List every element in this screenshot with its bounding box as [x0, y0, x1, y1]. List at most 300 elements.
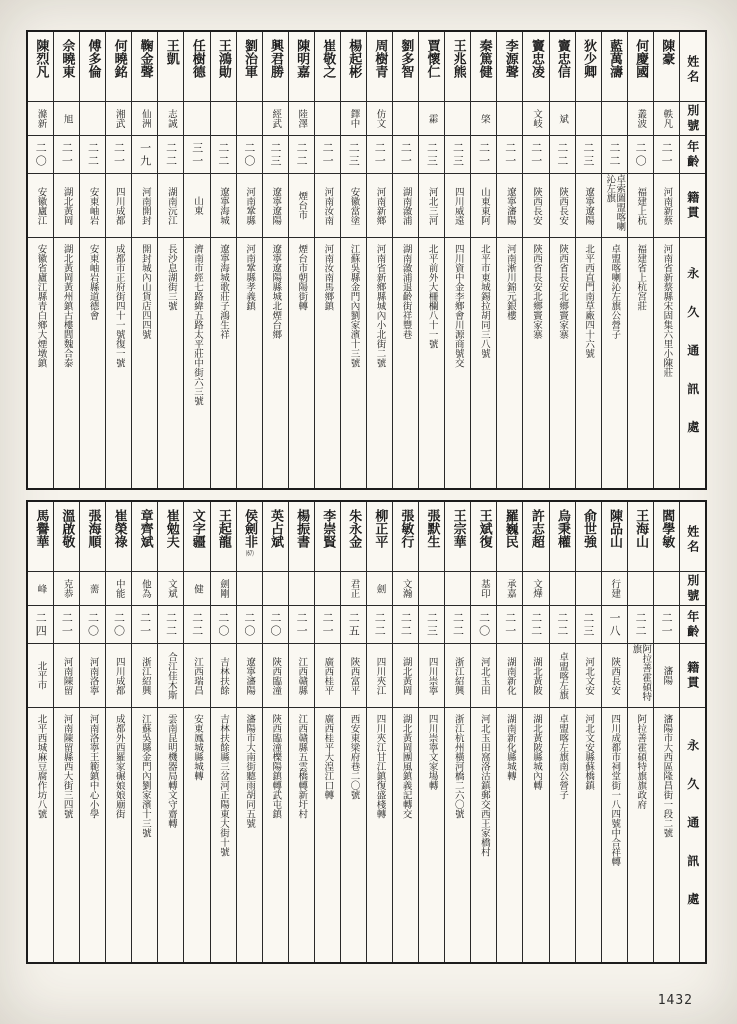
person-alias [237, 572, 262, 606]
person-native-place: 湖北黃陂 [523, 644, 548, 708]
person-native-place: 陝西長安 [523, 174, 548, 238]
person-name [445, 32, 470, 102]
person-address: 福建省上杭宮莊 [635, 244, 647, 311]
person-age: 二〇 [28, 136, 53, 174]
person-address: 北平前外大柵欄八十一號 [426, 244, 438, 349]
person-alias: 仙洲 [132, 102, 157, 136]
person-native-place: 河南新蔡 [654, 174, 679, 238]
person-native-place: 遼寧遼陽 [576, 174, 601, 238]
person-name [80, 502, 105, 572]
person-column [601, 502, 627, 962]
person-native-place: 陝西富平 [341, 644, 366, 708]
person-native-place: 四川成都 [106, 644, 131, 708]
person-native-place: 合江佳木斯 [158, 644, 183, 708]
person-native-place: 福建上杭 [628, 174, 653, 238]
person-address: 江蘇吳縣金門內劉家濱十三號 [348, 244, 360, 368]
person-address: 四川夾江甘江鎮復盛棧轉 [374, 714, 386, 819]
header-age-label: 年齡 [680, 136, 705, 174]
person-age: 二三 [576, 606, 601, 644]
person-age: 二二 [445, 606, 470, 644]
person-column [601, 32, 627, 488]
person-name [237, 502, 262, 572]
person-name-text: 秦篤健 [476, 39, 492, 78]
person-name-text: 崔榮祿 [111, 509, 127, 548]
person-column [522, 502, 548, 962]
person-name-text: 興君勝 [268, 39, 284, 78]
person-name-note: (67) [245, 550, 254, 557]
person-age: 二一 [54, 136, 79, 174]
person-native-place: 瀋陽 [654, 644, 679, 708]
person-name [576, 502, 601, 572]
person-name [628, 502, 653, 572]
person-age: 二三 [445, 136, 470, 174]
person-alias [80, 102, 105, 136]
person-address: 河南省新鄉縣城內小北街二號 [374, 244, 386, 368]
person-alias: 文瀚 [393, 572, 418, 606]
person-native-place: 河南開封 [132, 174, 157, 238]
person-alias: 劍 [367, 572, 392, 606]
person-name [211, 32, 236, 102]
person-native-place: 山東 [184, 174, 209, 238]
person-column [496, 32, 522, 488]
person-name-text: 狄少卿 [580, 39, 596, 78]
person-address: 吉林扶餘縣三岔河正陽東大街十號 [218, 714, 230, 857]
person-age: 二二 [628, 606, 653, 644]
person-column [314, 32, 340, 488]
person-native-place: 遼寧遼陽 [263, 174, 288, 238]
person-age: 二一 [315, 136, 340, 174]
person-age: 二一 [54, 606, 79, 644]
person-address: 西安東梁府巷二〇號 [348, 714, 360, 800]
person-native-place: 河北文安 [576, 644, 601, 708]
person-name [28, 502, 53, 572]
person-native-place: 河南鞏縣 [237, 174, 262, 238]
person-address: 卓盟喀左旗南公營子 [557, 714, 569, 800]
person-address: 江蘇吳縣金門內劉家濱十三號 [139, 714, 151, 838]
person-age: 二二 [80, 136, 105, 174]
person-name [106, 502, 131, 572]
person-native-place: 遼寧瀋陽 [497, 174, 522, 238]
person-alias: 克恭 [54, 572, 79, 606]
person-name-text: 何曉銘 [111, 39, 127, 78]
person-column [79, 502, 105, 962]
person-column [157, 32, 183, 488]
person-column [392, 502, 418, 962]
person-name-text: 許志超 [528, 509, 544, 548]
person-alias [289, 572, 314, 606]
person-address: 北平市東城錫拉胡同三八號 [478, 244, 490, 358]
person-name-text: 閻學敏 [659, 509, 675, 548]
person-alias: 承嘉 [497, 572, 522, 606]
person-name-text: 張默生 [424, 509, 440, 548]
person-native-place: 湖南新化 [497, 644, 522, 708]
person-name [263, 32, 288, 102]
person-name [393, 32, 418, 102]
person-age: 二二 [393, 606, 418, 644]
person-age: 二一 [289, 606, 314, 644]
person-name-text: 馬譽華 [33, 509, 49, 548]
person-column [236, 32, 262, 488]
person-native-place: 四川崇寧 [419, 644, 444, 708]
person-age: 二三 [341, 136, 366, 174]
person-native-place: 湖北黃岡 [54, 174, 79, 238]
person-name [419, 502, 444, 572]
person-name-text: 任樹德 [189, 39, 205, 78]
person-native-place: 阿拉善霍碩特旗 [628, 644, 653, 708]
person-alias [445, 572, 470, 606]
person-age: 二二 [602, 136, 627, 174]
person-name [132, 502, 157, 572]
person-alias: 中能 [106, 572, 131, 606]
person-name-text: 竇忠凌 [528, 39, 544, 78]
person-native-place: 安東岫岩 [80, 174, 105, 238]
person-age: 二三 [419, 136, 444, 174]
person-column [53, 32, 79, 488]
person-name-text: 竇忠信 [554, 39, 570, 78]
person-column [314, 502, 340, 962]
person-alias: 湘武 [106, 102, 131, 136]
person-name-text: 崔敬之 [320, 39, 336, 78]
person-native-place: 卓索圖盟喀喇沁左旗 [602, 174, 627, 238]
person-column [418, 502, 444, 962]
person-address: 河南鞏縣孝義鎮 [244, 244, 256, 311]
person-alias [419, 572, 444, 606]
person-address: 湖南新化縣城轉 [504, 714, 516, 781]
person-column [627, 502, 653, 962]
person-address: 卓盟喀喇沁左旗公營子 [609, 244, 621, 339]
person-native-place: 陝西臨潼 [263, 644, 288, 708]
person-name-text: 文字疆 [189, 509, 205, 548]
person-alias: 棨 [471, 102, 496, 136]
person-name [393, 502, 418, 572]
person-column [653, 502, 679, 962]
person-native-place: 卓盟喀左旗 [550, 644, 575, 708]
person-native-place: 廣西桂平 [315, 644, 340, 708]
person-name [237, 32, 262, 102]
person-name [158, 502, 183, 572]
person-column [575, 32, 601, 488]
person-name [497, 32, 522, 102]
person-name-text: 溫啟敬 [59, 509, 75, 548]
person-alias: 仿文 [367, 102, 392, 136]
person-address: 河南汝南馬鄉鎮 [322, 244, 334, 311]
person-age: 二一 [523, 136, 548, 174]
person-age: 二五 [341, 606, 366, 644]
person-name [289, 502, 314, 572]
person-alias [576, 572, 601, 606]
person-name-text: 王起龍 [215, 509, 231, 548]
person-native-place: 吉林扶餘 [211, 644, 236, 708]
person-age: 二一 [367, 136, 392, 174]
person-name-text: 王海山 [633, 509, 649, 548]
person-column [627, 32, 653, 488]
person-alias: 劍剛 [211, 572, 236, 606]
person-column [470, 32, 496, 488]
person-alias: 叢波 [628, 102, 653, 136]
person-age: 二二 [184, 606, 209, 644]
person-age: 二一 [654, 136, 679, 174]
person-column [157, 502, 183, 962]
person-column [549, 502, 575, 962]
person-name-text: 崔勉夫 [163, 509, 179, 548]
person-name [523, 502, 548, 572]
person-name [158, 32, 183, 102]
person-name-text: 李崇賢 [320, 509, 336, 548]
person-age: 二二 [158, 606, 183, 644]
person-address: 陝西省長安北鄉竇家寨 [557, 244, 569, 339]
person-alias: 陸澤 [289, 102, 314, 136]
person-native-place: 河北三河 [419, 174, 444, 238]
person-column [105, 32, 131, 488]
person-name [367, 32, 392, 102]
person-address: 濟南市經七路緯五路太平莊中街六三號 [191, 244, 203, 406]
person-column [340, 32, 366, 488]
person-column [79, 32, 105, 488]
person-name-text: 劉治軍 [241, 39, 257, 78]
person-address: 北平西直門南草廠四十六號 [583, 244, 595, 358]
person-column [288, 32, 314, 488]
person-name-text: 王凱 [163, 39, 179, 65]
person-column [262, 502, 288, 962]
person-alias: 文岐 [523, 102, 548, 136]
person-address: 瀋陽市大西區隆昌街一段二號 [661, 714, 673, 838]
person-name-text: 李源聲 [502, 39, 518, 78]
person-age: 三一 [184, 136, 209, 174]
person-name [471, 32, 496, 102]
person-address: 成都外西羅家碾娘娘廟街 [113, 714, 125, 819]
person-column [366, 502, 392, 962]
person-age: 二一 [393, 136, 418, 174]
header-native-label: 籍貫 [680, 644, 705, 708]
person-name [106, 32, 131, 102]
person-name [315, 32, 340, 102]
person-native-place: 湖南沅江 [158, 174, 183, 238]
header-alias-label: 別號 [680, 572, 705, 606]
person-name [289, 32, 314, 102]
person-name-text: 陳品山 [607, 509, 623, 548]
person-alias: 志誠 [158, 102, 183, 136]
person-native-place: 河南陳留 [54, 644, 79, 708]
person-address: 湖北黃岡團風鎮義記轉交 [400, 714, 412, 819]
person-name-text: 周樹青 [372, 39, 388, 78]
person-alias: 峰 [28, 572, 53, 606]
person-address: 開封城內山貨店四四號 [139, 244, 151, 339]
person-native-place: 陝西長安 [602, 644, 627, 708]
person-native-place: 河南汝南 [315, 174, 340, 238]
top-table [26, 30, 707, 490]
person-name-text: 陳明嘉 [294, 39, 310, 78]
person-address: 湖北黃岡黃州鎮古樓閭魏合泰 [61, 244, 73, 368]
person-name-text: 俞世強 [580, 509, 596, 548]
person-column [28, 502, 53, 962]
person-address: 河南洛寧王範鎮中心小學 [87, 714, 99, 819]
person-age: 二〇 [263, 606, 288, 644]
person-name-text: 英占斌 [268, 509, 284, 548]
person-column [470, 502, 496, 962]
person-alias [393, 102, 418, 136]
person-name-text: 張海順 [85, 509, 101, 548]
person-age: 二二 [289, 136, 314, 174]
person-alias [654, 572, 679, 606]
person-alias: 經武 [263, 102, 288, 136]
person-alias: 基印 [471, 572, 496, 606]
person-name [211, 502, 236, 572]
person-age: 二〇 [471, 606, 496, 644]
person-name [523, 32, 548, 102]
person-column [131, 32, 157, 488]
person-column [53, 502, 79, 962]
person-alias: 滌新 [28, 102, 53, 136]
person-address: 安東岫岩縣道德會 [87, 244, 99, 320]
bottom-table [26, 500, 707, 964]
person-column [210, 502, 236, 962]
person-native-place: 四川威遠 [445, 174, 470, 238]
person-name [445, 502, 470, 572]
person-native-place: 浙江紹興 [132, 644, 157, 708]
person-name-text: 朱永金 [346, 509, 362, 548]
person-name-text: 傅多倫 [85, 39, 101, 78]
person-name [184, 32, 209, 102]
person-name [132, 32, 157, 102]
person-age: 二〇 [628, 136, 653, 174]
person-age: 二一 [497, 136, 522, 174]
person-alias: 文燁 [523, 572, 548, 606]
person-column [653, 32, 679, 488]
person-address: 浙江杭州橫河橋二六〇號 [452, 714, 464, 819]
person-alias [211, 102, 236, 136]
person-column [444, 502, 470, 962]
person-address: 河南淅川錦元銀樓 [504, 244, 516, 320]
person-native-place: 河南洛寧 [80, 644, 105, 708]
person-column [183, 32, 209, 488]
person-column [131, 502, 157, 962]
person-address: 遼寧海城歌莊子鴻生祥 [218, 244, 230, 339]
person-name [654, 502, 679, 572]
person-column [522, 32, 548, 488]
person-age: 二〇 [106, 606, 131, 644]
person-address: 陝西省長安北鄉竇家寨 [530, 244, 542, 339]
person-column [210, 32, 236, 488]
person-alias: 行建 [602, 572, 627, 606]
person-alias: 文斌 [158, 572, 183, 606]
person-column [392, 32, 418, 488]
person-name [315, 502, 340, 572]
person-address: 河南陳留縣西大街三四號 [61, 714, 73, 819]
person-name [28, 32, 53, 102]
person-age: 二三 [263, 136, 288, 174]
person-name [497, 502, 522, 572]
person-native-place: 四川夾江 [367, 644, 392, 708]
person-alias [550, 572, 575, 606]
person-name [602, 32, 627, 102]
person-column [496, 502, 522, 962]
header-column [679, 502, 705, 962]
person-native-place: 北平市 [28, 644, 53, 708]
header-alias-label: 別號 [680, 102, 705, 136]
person-alias [315, 572, 340, 606]
person-address: 長沙息湖街三號 [165, 244, 177, 311]
person-age: 二〇 [237, 606, 262, 644]
person-name-text: 陳烈凡 [33, 39, 49, 78]
person-name [628, 32, 653, 102]
person-address: 河北玉田窩洛沽鎮郵交西王家橋村 [478, 714, 490, 857]
person-alias: 薷 [80, 572, 105, 606]
person-alias [576, 102, 601, 136]
person-name-text: 楊振書 [294, 509, 310, 548]
person-name [341, 502, 366, 572]
person-age: 二四 [28, 606, 53, 644]
person-age: 二二 [523, 606, 548, 644]
person-native-place: 煙台市 [289, 174, 314, 238]
person-name [184, 502, 209, 572]
person-address: 北平西城麻豆腐作坊八號 [35, 714, 47, 819]
person-age: 二二 [550, 606, 575, 644]
person-alias: 軼凡 [654, 102, 679, 136]
person-age: 二〇 [237, 136, 262, 174]
person-alias: 鐸中 [341, 102, 366, 136]
person-alias [445, 102, 470, 136]
header-address-label: 永久通訊處 [685, 267, 700, 459]
person-address: 河南省新蔡縣宋固集六里小陳莊 [661, 244, 673, 377]
person-name [550, 32, 575, 102]
person-native-place: 湖北黃岡 [393, 644, 418, 708]
person-name-text: 張敏行 [398, 509, 414, 548]
person-address: 四川資中金李鄉會川源商號交 [452, 244, 464, 368]
person-column [105, 502, 131, 962]
person-alias: 旭 [54, 102, 79, 136]
person-native-place: 江西贛縣 [289, 644, 314, 708]
person-column [418, 32, 444, 488]
header-age-label: 年齡 [680, 606, 705, 644]
person-address: 江西贛縣五雲橋轉新圩村 [296, 714, 308, 819]
person-column [575, 502, 601, 962]
person-name-text: 藍萬濤 [607, 39, 623, 78]
person-age: 二三 [419, 606, 444, 644]
person-name [654, 32, 679, 102]
person-age: 一八 [602, 606, 627, 644]
header-address-label: 永久通訊處 [685, 739, 700, 931]
person-address: 雲南昆明機器局轉文守齋轉 [165, 714, 177, 828]
person-age: 二二 [550, 136, 575, 174]
header-native-label: 籍貫 [680, 174, 705, 238]
person-age: 二一 [654, 606, 679, 644]
person-native-place: 江西瑞昌 [184, 644, 209, 708]
person-column [28, 32, 53, 488]
person-age: 二二 [158, 136, 183, 174]
person-address: 瀋陽市大南街聽雨胡同五號 [244, 714, 256, 828]
person-address: 煙台市朝陽街轉 [296, 244, 308, 311]
person-name-text: 鞠金聲 [137, 39, 153, 78]
person-name-text: 王宗華 [450, 509, 466, 548]
person-name [54, 502, 79, 572]
person-column [262, 32, 288, 488]
person-address: 遼寧遼陽縣城北煙台鄉 [270, 244, 282, 339]
person-address: 四川崇寧文家場轉 [426, 714, 438, 790]
person-name [419, 32, 444, 102]
person-alias [263, 572, 288, 606]
person-name [367, 502, 392, 572]
person-name-text: 王鴻勛 [215, 39, 231, 78]
person-name-text: 柳正平 [372, 509, 388, 548]
person-address: 湖南漵浦退齡街祥豐巷 [400, 244, 412, 339]
person-column [366, 32, 392, 488]
person-alias [184, 102, 209, 136]
person-native-place: 河北玉田 [471, 644, 496, 708]
person-native-place: 四川成都 [106, 174, 131, 238]
person-name-text: 羅巍民 [502, 509, 518, 548]
person-native-place: 遼寧海城 [211, 174, 236, 238]
person-alias: 君正 [341, 572, 366, 606]
